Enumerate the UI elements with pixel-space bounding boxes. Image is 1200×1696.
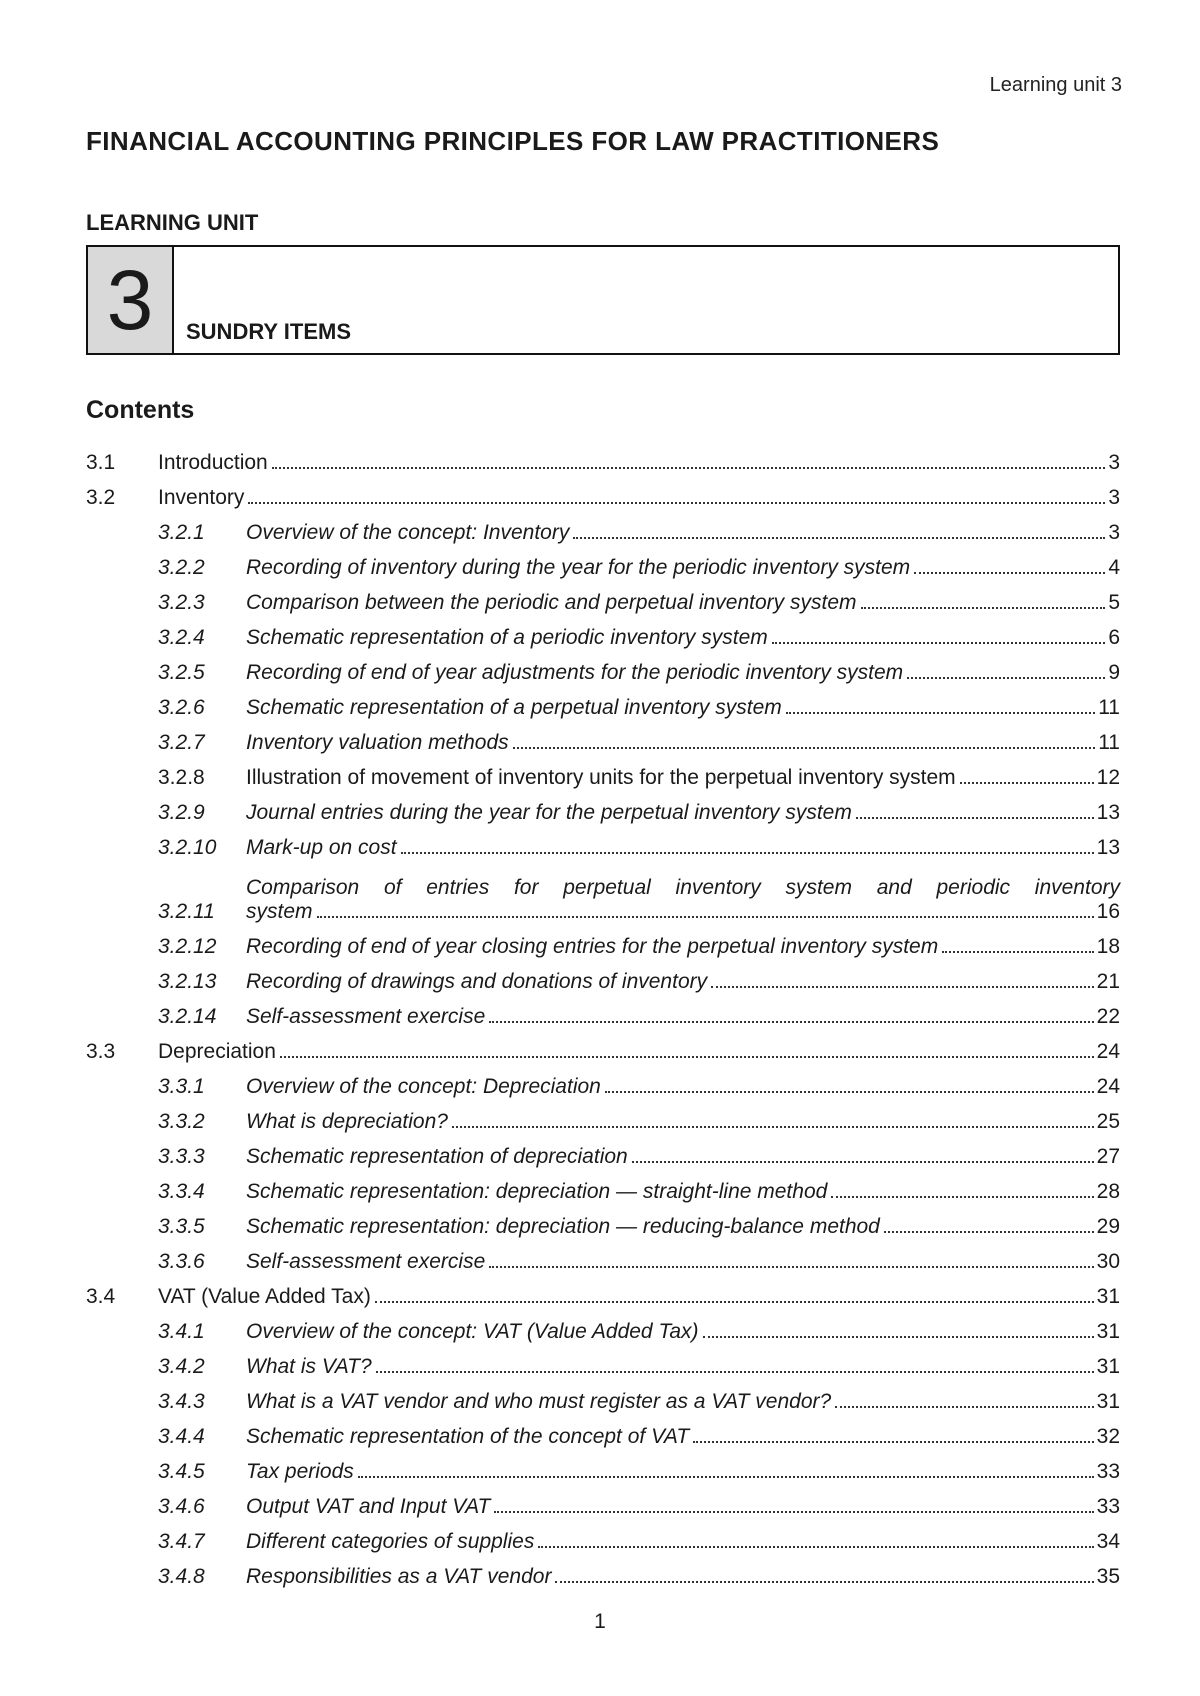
toc-entry-page: 32 xyxy=(1096,1425,1120,1448)
toc-entry-title: Recording of end of year adjustments for the periodic inventory system xyxy=(246,661,904,684)
toc-entry-page: 33 xyxy=(1096,1495,1120,1518)
toc-entry-number: 3.4.6 xyxy=(158,1495,205,1518)
toc-entry[interactable] xyxy=(86,860,1120,924)
toc-entry-page: 11 xyxy=(1098,731,1120,754)
toc-entry[interactable] xyxy=(86,1484,1120,1519)
dot-leader xyxy=(884,1231,1094,1233)
toc-entry[interactable] xyxy=(86,685,1120,720)
toc-entry-number: 3.4.3 xyxy=(158,1390,205,1413)
toc-entry-title: Overview of the concept: VAT (Value Added Tax) xyxy=(246,1320,699,1343)
toc-entry-page: 29 xyxy=(1096,1215,1120,1238)
toc-entry-title: Output VAT and Input VAT xyxy=(246,1495,491,1518)
toc-entry-title: Self-assessment exercise xyxy=(246,1250,486,1273)
toc-entry-page: 22 xyxy=(1096,1005,1120,1028)
toc-entry-number: 3.4 xyxy=(86,1285,116,1308)
toc-entry-page: 13 xyxy=(1096,836,1120,859)
dot-leader xyxy=(772,642,1106,644)
dot-leader xyxy=(375,1301,1094,1303)
toc-entry[interactable] xyxy=(86,1134,1120,1169)
toc-entry[interactable] xyxy=(86,1169,1120,1204)
toc-entry-number: 3.4.1 xyxy=(158,1320,205,1343)
toc-entry-title: What is VAT? xyxy=(246,1355,372,1378)
toc-entry-number: 3.3.2 xyxy=(158,1110,205,1133)
toc-entry-title: Schematic representation: depreciation — reducing-balance method xyxy=(246,1215,880,1238)
toc-entry-title: Tax periods xyxy=(246,1460,354,1483)
dot-leader xyxy=(914,572,1105,574)
toc-entry-page: 34 xyxy=(1096,1530,1120,1553)
toc-entry[interactable] xyxy=(86,1344,1120,1379)
toc-entry[interactable] xyxy=(86,1099,1120,1134)
toc-entry-title: Recording of end of year closing entries for the perpetual inventory system xyxy=(246,935,939,958)
toc-entry[interactable] xyxy=(86,1554,1120,1589)
toc-entry-number: 3.3.5 xyxy=(158,1215,205,1238)
toc-entry-number: 3.3.4 xyxy=(158,1180,205,1203)
toc-entry-title: Journal entries during the year for the perpetual inventory system xyxy=(246,801,852,824)
toc-entry-title: Illustration of movement of inventory units for the perpetual inventory system xyxy=(246,766,956,789)
toc-entry[interactable] xyxy=(86,1029,1120,1064)
dot-leader xyxy=(272,467,1106,469)
toc-entry-page: 6 xyxy=(1108,626,1120,649)
toc-entry-title: Overview of the concept: Inventory xyxy=(246,521,570,544)
toc-entry-title: Schematic representation: depreciation — straight-line method xyxy=(246,1180,828,1203)
toc-entry-page: 31 xyxy=(1096,1285,1120,1308)
toc-entry-title: Overview of the concept: Depreciation xyxy=(246,1075,601,1098)
dot-leader xyxy=(401,852,1094,854)
toc-entry-page: 30 xyxy=(1096,1250,1120,1273)
toc-entry[interactable] xyxy=(86,825,1120,860)
dot-leader xyxy=(489,1266,1093,1268)
toc-entry[interactable] xyxy=(86,1519,1120,1554)
learning-unit-title: SUNDRY ITEMS xyxy=(186,319,352,344)
dot-leader xyxy=(555,1581,1093,1583)
toc-entry-page: 16 xyxy=(1096,900,1120,923)
toc-entry-number: 3.2.1 xyxy=(158,521,205,544)
dot-leader xyxy=(861,607,1106,609)
toc-entry-title: Schematic representation of depreciation xyxy=(246,1145,628,1168)
toc-entry-number: 3.2.9 xyxy=(158,801,205,824)
toc-entry-number: 3.2.11 xyxy=(158,900,215,923)
dot-leader xyxy=(280,1056,1094,1058)
toc-entry-number: 3.4.2 xyxy=(158,1355,205,1378)
dot-leader xyxy=(358,1476,1094,1478)
toc-entry-title: Schematic representation of a perpetual inventory system xyxy=(246,696,782,719)
toc-entry-number: 3.2.12 xyxy=(158,935,217,958)
toc-entry-title: Different categories of supplies xyxy=(246,1530,535,1553)
toc-entry-number: 3.2.7 xyxy=(158,731,205,754)
toc-entry[interactable] xyxy=(86,650,1120,685)
toc-entry[interactable] xyxy=(86,994,1120,1029)
dot-leader xyxy=(632,1161,1094,1163)
dot-leader xyxy=(711,986,1094,988)
toc-entry-number: 3.2.4 xyxy=(158,626,205,649)
toc-entry[interactable] xyxy=(86,1414,1120,1449)
toc-entry-title: Self-assessment exercise xyxy=(246,1005,486,1028)
dot-leader xyxy=(538,1546,1093,1548)
dot-leader xyxy=(573,537,1105,539)
toc-entry[interactable] xyxy=(86,1309,1120,1344)
toc-entry[interactable] xyxy=(86,615,1120,650)
toc-entry-page: 25 xyxy=(1096,1110,1120,1133)
toc-entry-number: 3.2.14 xyxy=(158,1005,217,1028)
dot-leader xyxy=(786,712,1095,714)
course-title: FINANCIAL ACCOUNTING PRINCIPLES FOR LAW PRACTITIONERS xyxy=(86,126,940,156)
dot-leader xyxy=(376,1371,1094,1373)
toc-entry-title: Recording of inventory during the year for the periodic inventory system xyxy=(246,556,911,579)
toc-entry-number: 3.2.6 xyxy=(158,696,205,719)
dot-leader xyxy=(605,1091,1094,1093)
learning-unit-label: LEARNING UNIT xyxy=(86,210,259,235)
learning-unit-box xyxy=(86,245,1120,355)
toc-entry-number: 3.2.8 xyxy=(158,766,205,789)
toc-entry-page: 27 xyxy=(1096,1145,1120,1168)
toc-entry-title: Comparison of entries for perpetual inventory system and periodic inventory xyxy=(246,876,1120,899)
toc-entry[interactable] xyxy=(86,1449,1120,1484)
toc-entry-page: 12 xyxy=(1096,766,1120,789)
toc-entry[interactable] xyxy=(86,510,1120,545)
toc-entry-page: 24 xyxy=(1096,1040,1120,1063)
toc-entry-number: 3.3.6 xyxy=(158,1250,205,1273)
toc-entry-number: 3.4.8 xyxy=(158,1565,205,1588)
toc-entry-page: 31 xyxy=(1096,1390,1120,1413)
table-of-contents xyxy=(86,440,1120,1589)
toc-entry-number: 3.2.5 xyxy=(158,661,205,684)
toc-entry-number: 3.1 xyxy=(86,451,116,474)
toc-entry[interactable] xyxy=(86,440,1120,475)
learning-unit-number: 3 xyxy=(88,247,174,353)
dot-leader xyxy=(907,677,1105,679)
toc-entry[interactable] xyxy=(86,580,1120,615)
toc-entry-number: 3.2.13 xyxy=(158,970,217,993)
dot-leader xyxy=(513,747,1096,749)
toc-entry[interactable] xyxy=(86,959,1120,994)
toc-entry-page: 33 xyxy=(1096,1460,1120,1483)
toc-entry-number: 3.2.2 xyxy=(158,556,205,579)
toc-entry-number: 3.4.5 xyxy=(158,1460,205,1483)
toc-entry[interactable] xyxy=(86,790,1120,825)
toc-entry-number: 3.2.3 xyxy=(158,591,205,614)
toc-entry-page: 4 xyxy=(1108,556,1120,579)
toc-entry-page: 24 xyxy=(1096,1075,1120,1098)
toc-entry[interactable] xyxy=(86,1239,1120,1274)
toc-entry-title: What is depreciation? xyxy=(246,1110,448,1133)
toc-entry-page: 9 xyxy=(1108,661,1120,684)
toc-entry-title: Mark-up on cost xyxy=(246,836,397,859)
dot-leader xyxy=(856,817,1094,819)
toc-entry-number: 3.3.1 xyxy=(158,1075,205,1098)
toc-entry-number: 3.2 xyxy=(86,486,116,509)
toc-entry-title: Recording of drawings and donations of inventory xyxy=(246,970,708,993)
dot-leader xyxy=(693,1441,1093,1443)
toc-entry-page: 3 xyxy=(1108,486,1120,509)
toc-entry[interactable] xyxy=(86,924,1120,959)
toc-entry[interactable] xyxy=(86,1379,1120,1414)
toc-entry-number: 3.3.3 xyxy=(158,1145,205,1168)
contents-heading: Contents xyxy=(86,396,195,424)
toc-entry-title: Comparison between the periodic and perpetual inventory system xyxy=(246,591,857,614)
toc-entry[interactable] xyxy=(86,755,1120,790)
dot-leader xyxy=(835,1406,1093,1408)
toc-entry[interactable] xyxy=(86,1204,1120,1239)
dot-leader xyxy=(703,1336,1094,1338)
toc-entry[interactable] xyxy=(86,1064,1120,1099)
toc-entry-number: 3.2.10 xyxy=(158,836,217,859)
dot-leader xyxy=(831,1196,1093,1198)
dot-leader xyxy=(960,782,1094,784)
toc-entry-page: 31 xyxy=(1096,1320,1120,1343)
dot-leader xyxy=(489,1021,1093,1023)
dot-leader xyxy=(942,951,1093,953)
toc-entry[interactable] xyxy=(86,1274,1120,1309)
toc-entry-page: 5 xyxy=(1108,591,1120,614)
toc-entry-page: 35 xyxy=(1096,1565,1120,1588)
dot-leader xyxy=(248,502,1105,504)
toc-entry-number: 3.3 xyxy=(86,1040,116,1063)
toc-entry-page: 11 xyxy=(1098,696,1120,719)
toc-entry[interactable] xyxy=(86,720,1120,755)
toc-entry-number: 3.4.7 xyxy=(158,1530,205,1553)
toc-entry-number: 3.4.4 xyxy=(158,1425,205,1448)
toc-entry-title-continued: system xyxy=(246,900,313,923)
toc-entry-title: What is a VAT vendor and who must register as a VAT vendor? xyxy=(246,1390,832,1413)
page-number: 1 xyxy=(594,1610,606,1633)
toc-entry-page: 3 xyxy=(1108,521,1120,544)
toc-entry-page: 13 xyxy=(1096,801,1120,824)
dot-leader xyxy=(452,1126,1094,1128)
toc-entry-page: 18 xyxy=(1096,935,1120,958)
toc-entry-title: Inventory xyxy=(158,486,245,509)
dot-leader xyxy=(317,916,1094,918)
toc-entry-title: Schematic representation of the concept of VAT xyxy=(246,1425,690,1448)
toc-entry-title: Introduction xyxy=(158,451,268,474)
toc-entry-title: Schematic representation of a periodic inventory system xyxy=(246,626,768,649)
toc-entry-page: 21 xyxy=(1096,970,1120,993)
running-head: Learning unit 3 xyxy=(989,74,1122,96)
toc-entry[interactable] xyxy=(86,545,1120,580)
toc-entry-page: 31 xyxy=(1096,1355,1120,1378)
toc-entry-page: 28 xyxy=(1096,1180,1120,1203)
toc-entry-title: Responsibilities as a VAT vendor xyxy=(246,1565,552,1588)
toc-entry[interactable] xyxy=(86,475,1120,510)
toc-entry-title: Inventory valuation methods xyxy=(246,731,509,754)
toc-entry-title: Depreciation xyxy=(158,1040,276,1063)
toc-entry-page: 3 xyxy=(1108,451,1120,474)
toc-entry-title: VAT (Value Added Tax) xyxy=(158,1285,371,1308)
dot-leader xyxy=(494,1511,1093,1513)
